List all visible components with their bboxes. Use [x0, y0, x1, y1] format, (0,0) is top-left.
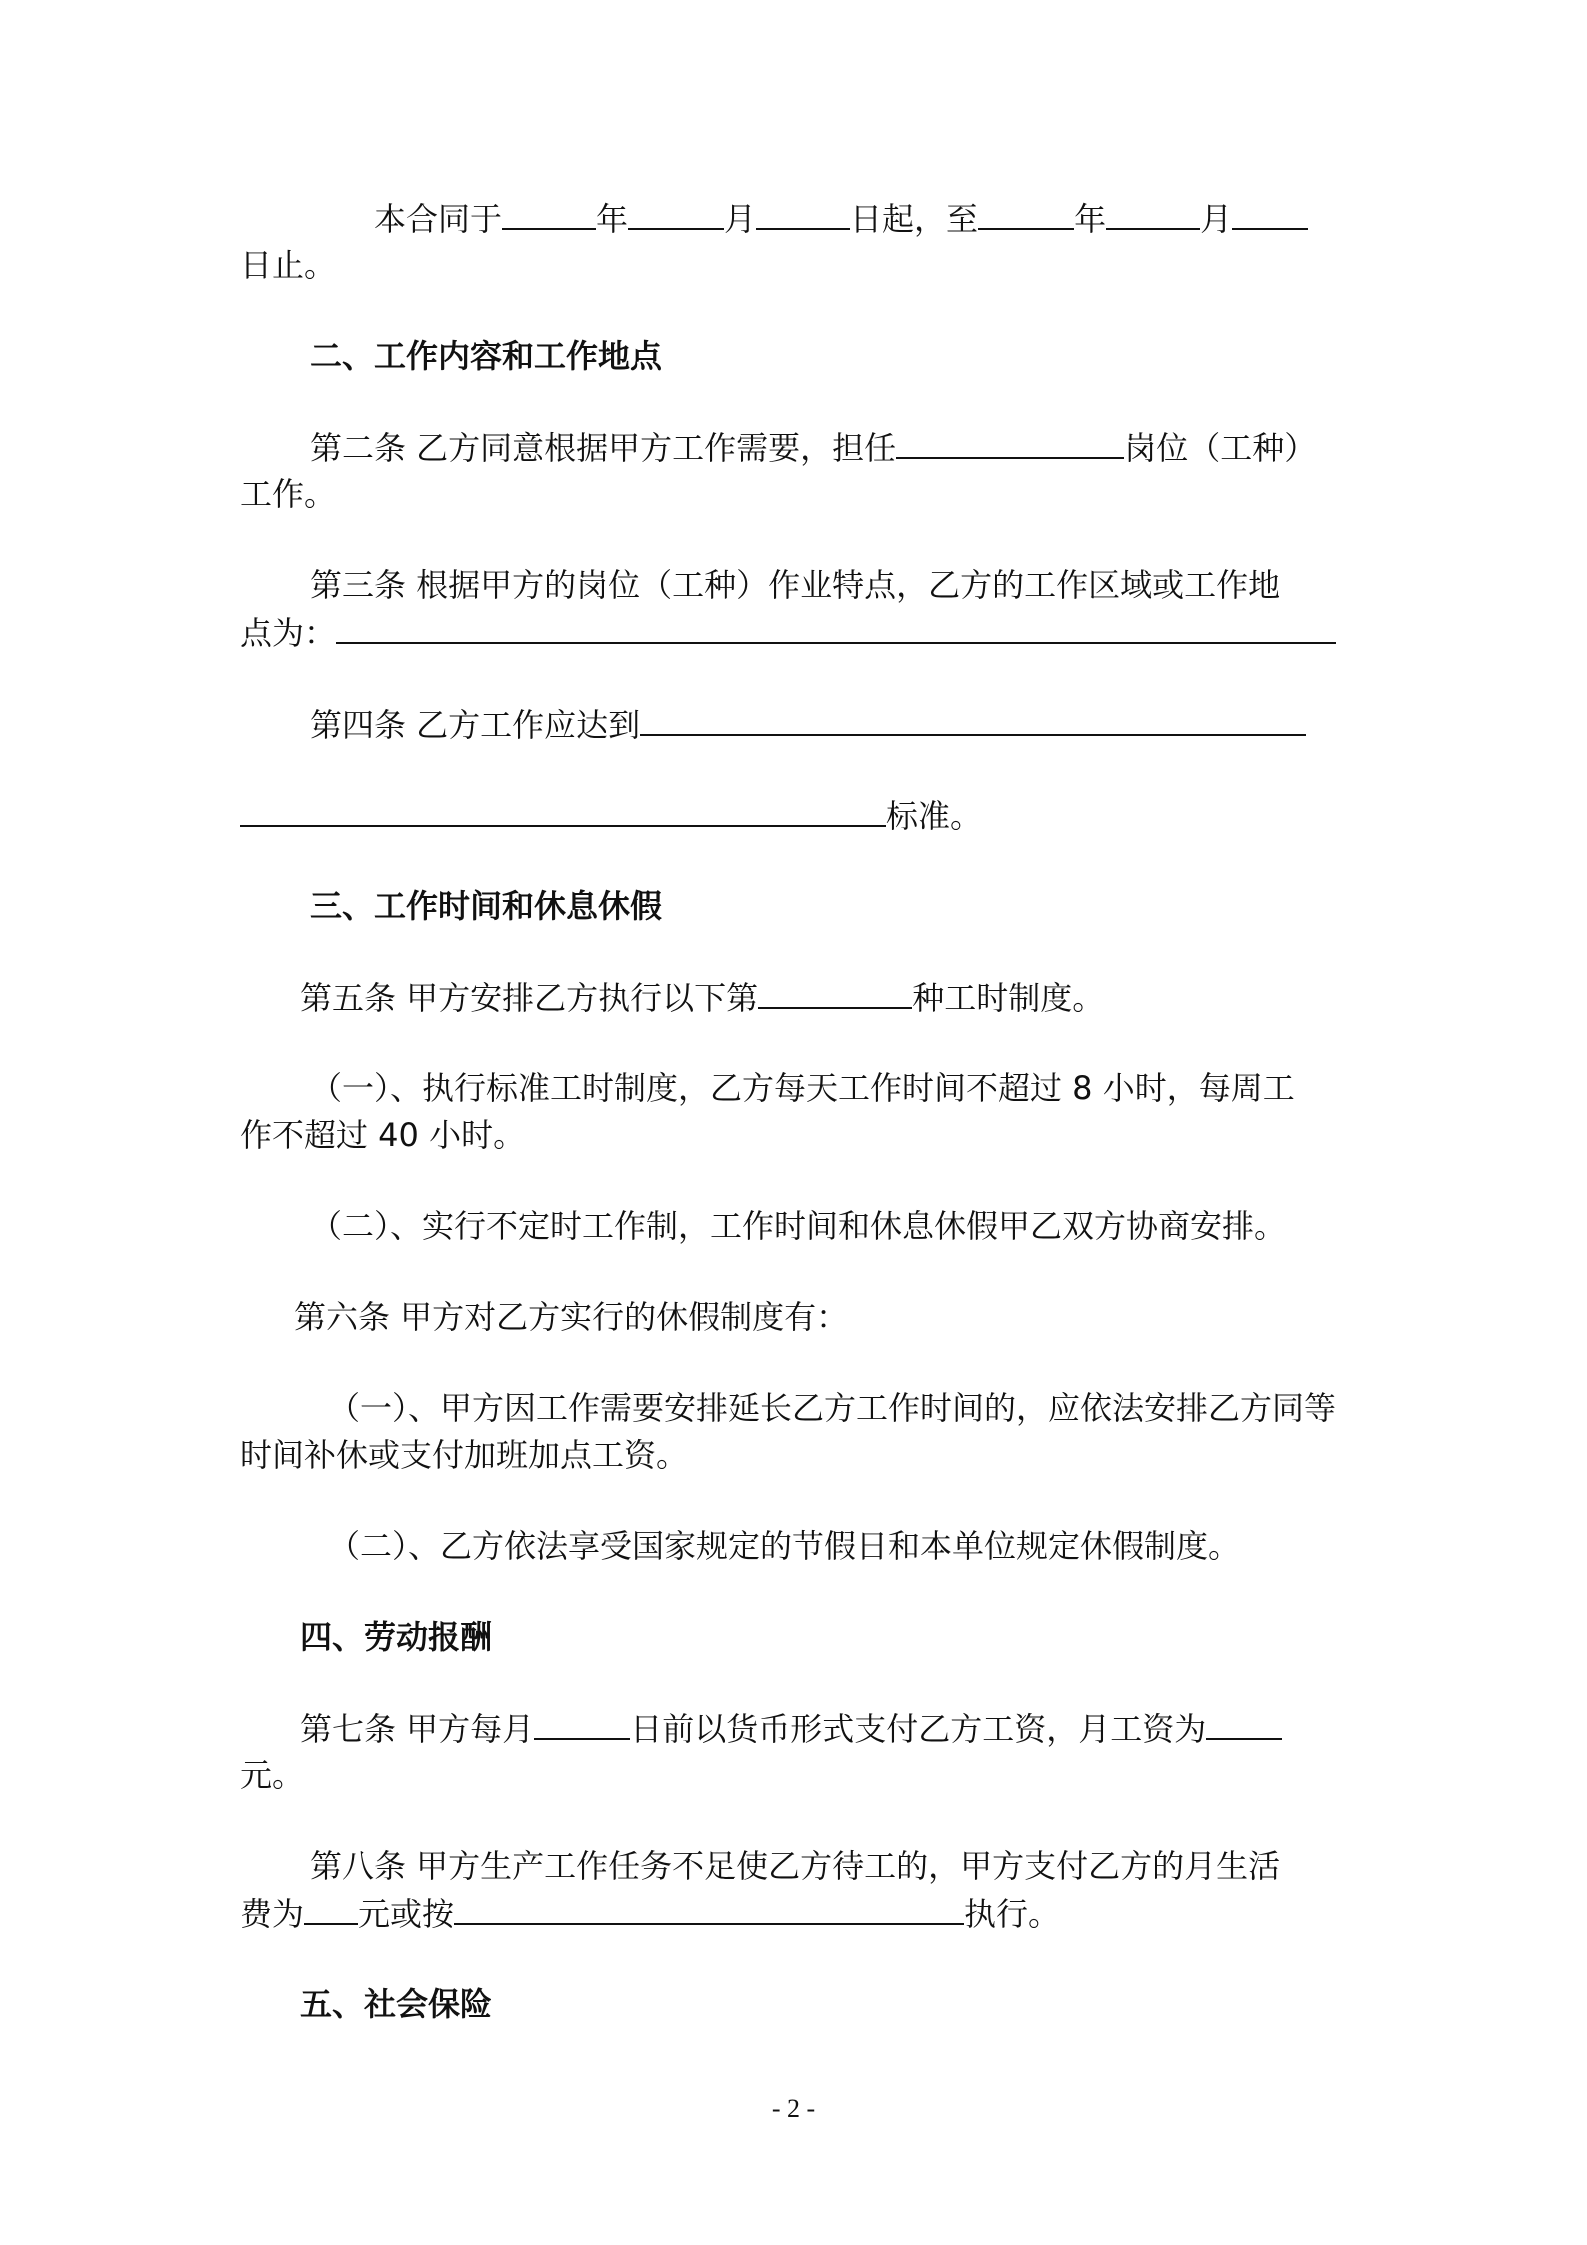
term-from-label: 日起，至: [850, 200, 979, 238]
article-5-line: [300, 973, 1356, 1021]
position-blank[interactable]: [896, 423, 1124, 459]
article-6-item-1-cont: 时间补休或支付加班加点工资。: [240, 1436, 689, 1474]
end-month-blank[interactable]: [1106, 194, 1200, 230]
article-6-item-1: （一）、甲方因工作需要安排延长乙方工作时间的，应依法安排乙方同等: [328, 1389, 1337, 1427]
hour-system-blank[interactable]: [758, 973, 912, 1009]
article-5-item-2: （二）、实行不定时工作制，工作时间和休息休假甲乙双方协商安排。: [310, 1207, 1287, 1245]
pay-day-blank[interactable]: [534, 1704, 630, 1740]
article-2-post: 岗位（工种）: [1124, 429, 1317, 467]
article-4-line1: [310, 700, 1356, 748]
article-8-pre: 费为: [240, 1895, 305, 1933]
article-7-line: [300, 1704, 1356, 1752]
work-standard-blank-2[interactable]: [240, 791, 886, 827]
start-month-blank[interactable]: [628, 194, 724, 230]
work-standard-blank-1[interactable]: [640, 700, 1306, 736]
article-8-mid: 元或按: [358, 1895, 455, 1933]
article-4-post: 标准。: [886, 797, 983, 835]
term-month-label: 月: [724, 200, 757, 238]
article-6-line: 第六条 甲方对乙方实行的休假制度有：: [294, 1298, 849, 1336]
article-5-post: 种工时制度。: [912, 979, 1105, 1017]
end-day-blank[interactable]: [1232, 194, 1308, 230]
article-5-item-1-cont: 作不超过 40 小时。: [240, 1116, 526, 1154]
section-2-heading: 二、工作内容和工作地点: [310, 337, 663, 375]
article-5-item-1: （一）、执行标准工时制度，乙方每天工作时间不超过 8 小时，每周工: [310, 1069, 1295, 1107]
living-allowance-blank[interactable]: [304, 1889, 358, 1925]
article-7-mid: 日前以货币形式支付乙方工资，月工资为: [630, 1710, 1207, 1748]
article-8-line2: [240, 1889, 1356, 1937]
section-4-heading: 四、劳动报酬: [300, 1618, 493, 1656]
section-3-heading: 三、工作时间和休息休假: [310, 887, 663, 925]
article-3-pre: 点为：: [240, 614, 337, 652]
article-7-cont: 元。: [240, 1756, 305, 1794]
contract-term-line: [240, 194, 1356, 242]
term-month2-label: 月: [1200, 200, 1233, 238]
article-8-line1: 第八条 甲方生产工作任务不足使乙方待工的，甲方支付乙方的月生活: [310, 1847, 1281, 1885]
page-number: - 2 -: [771, 2094, 816, 2123]
article-2-pre: 第二条 乙方同意根据甲方工作需要，担任: [310, 429, 897, 467]
article-8-post: 执行。: [964, 1895, 1061, 1933]
monthly-wage-blank[interactable]: [1206, 1704, 1282, 1740]
start-year-blank[interactable]: [502, 194, 596, 230]
article-3-line2: [240, 608, 1356, 656]
article-4-pre: 第四条 乙方工作应达到: [310, 706, 641, 744]
article-4-line2: [240, 791, 1356, 839]
article-2-line: [310, 423, 1356, 471]
start-day-blank[interactable]: [756, 194, 850, 230]
contract-term-end: 日止。: [240, 246, 337, 284]
section-5-heading: 五、社会保险: [300, 1985, 493, 2023]
article-3-line1: 第三条 根据甲方的岗位（工种）作业特点，乙方的工作区域或工作地: [310, 566, 1281, 604]
term-year2-label: 年: [1074, 200, 1107, 238]
term-lead: 本合同于: [374, 200, 503, 238]
article-7-pre: 第七条 甲方每月: [300, 1710, 535, 1748]
end-year-blank[interactable]: [978, 194, 1074, 230]
allowance-basis-blank[interactable]: [454, 1889, 964, 1925]
work-location-blank[interactable]: [336, 608, 1336, 644]
article-6-item-2: （二）、乙方依法享受国家规定的节假日和本单位规定休假制度。: [328, 1527, 1241, 1565]
term-year-label: 年: [596, 200, 629, 238]
article-5-pre: 第五条 甲方安排乙方执行以下第: [300, 979, 759, 1017]
article-2-cont: 工作。: [240, 475, 337, 513]
